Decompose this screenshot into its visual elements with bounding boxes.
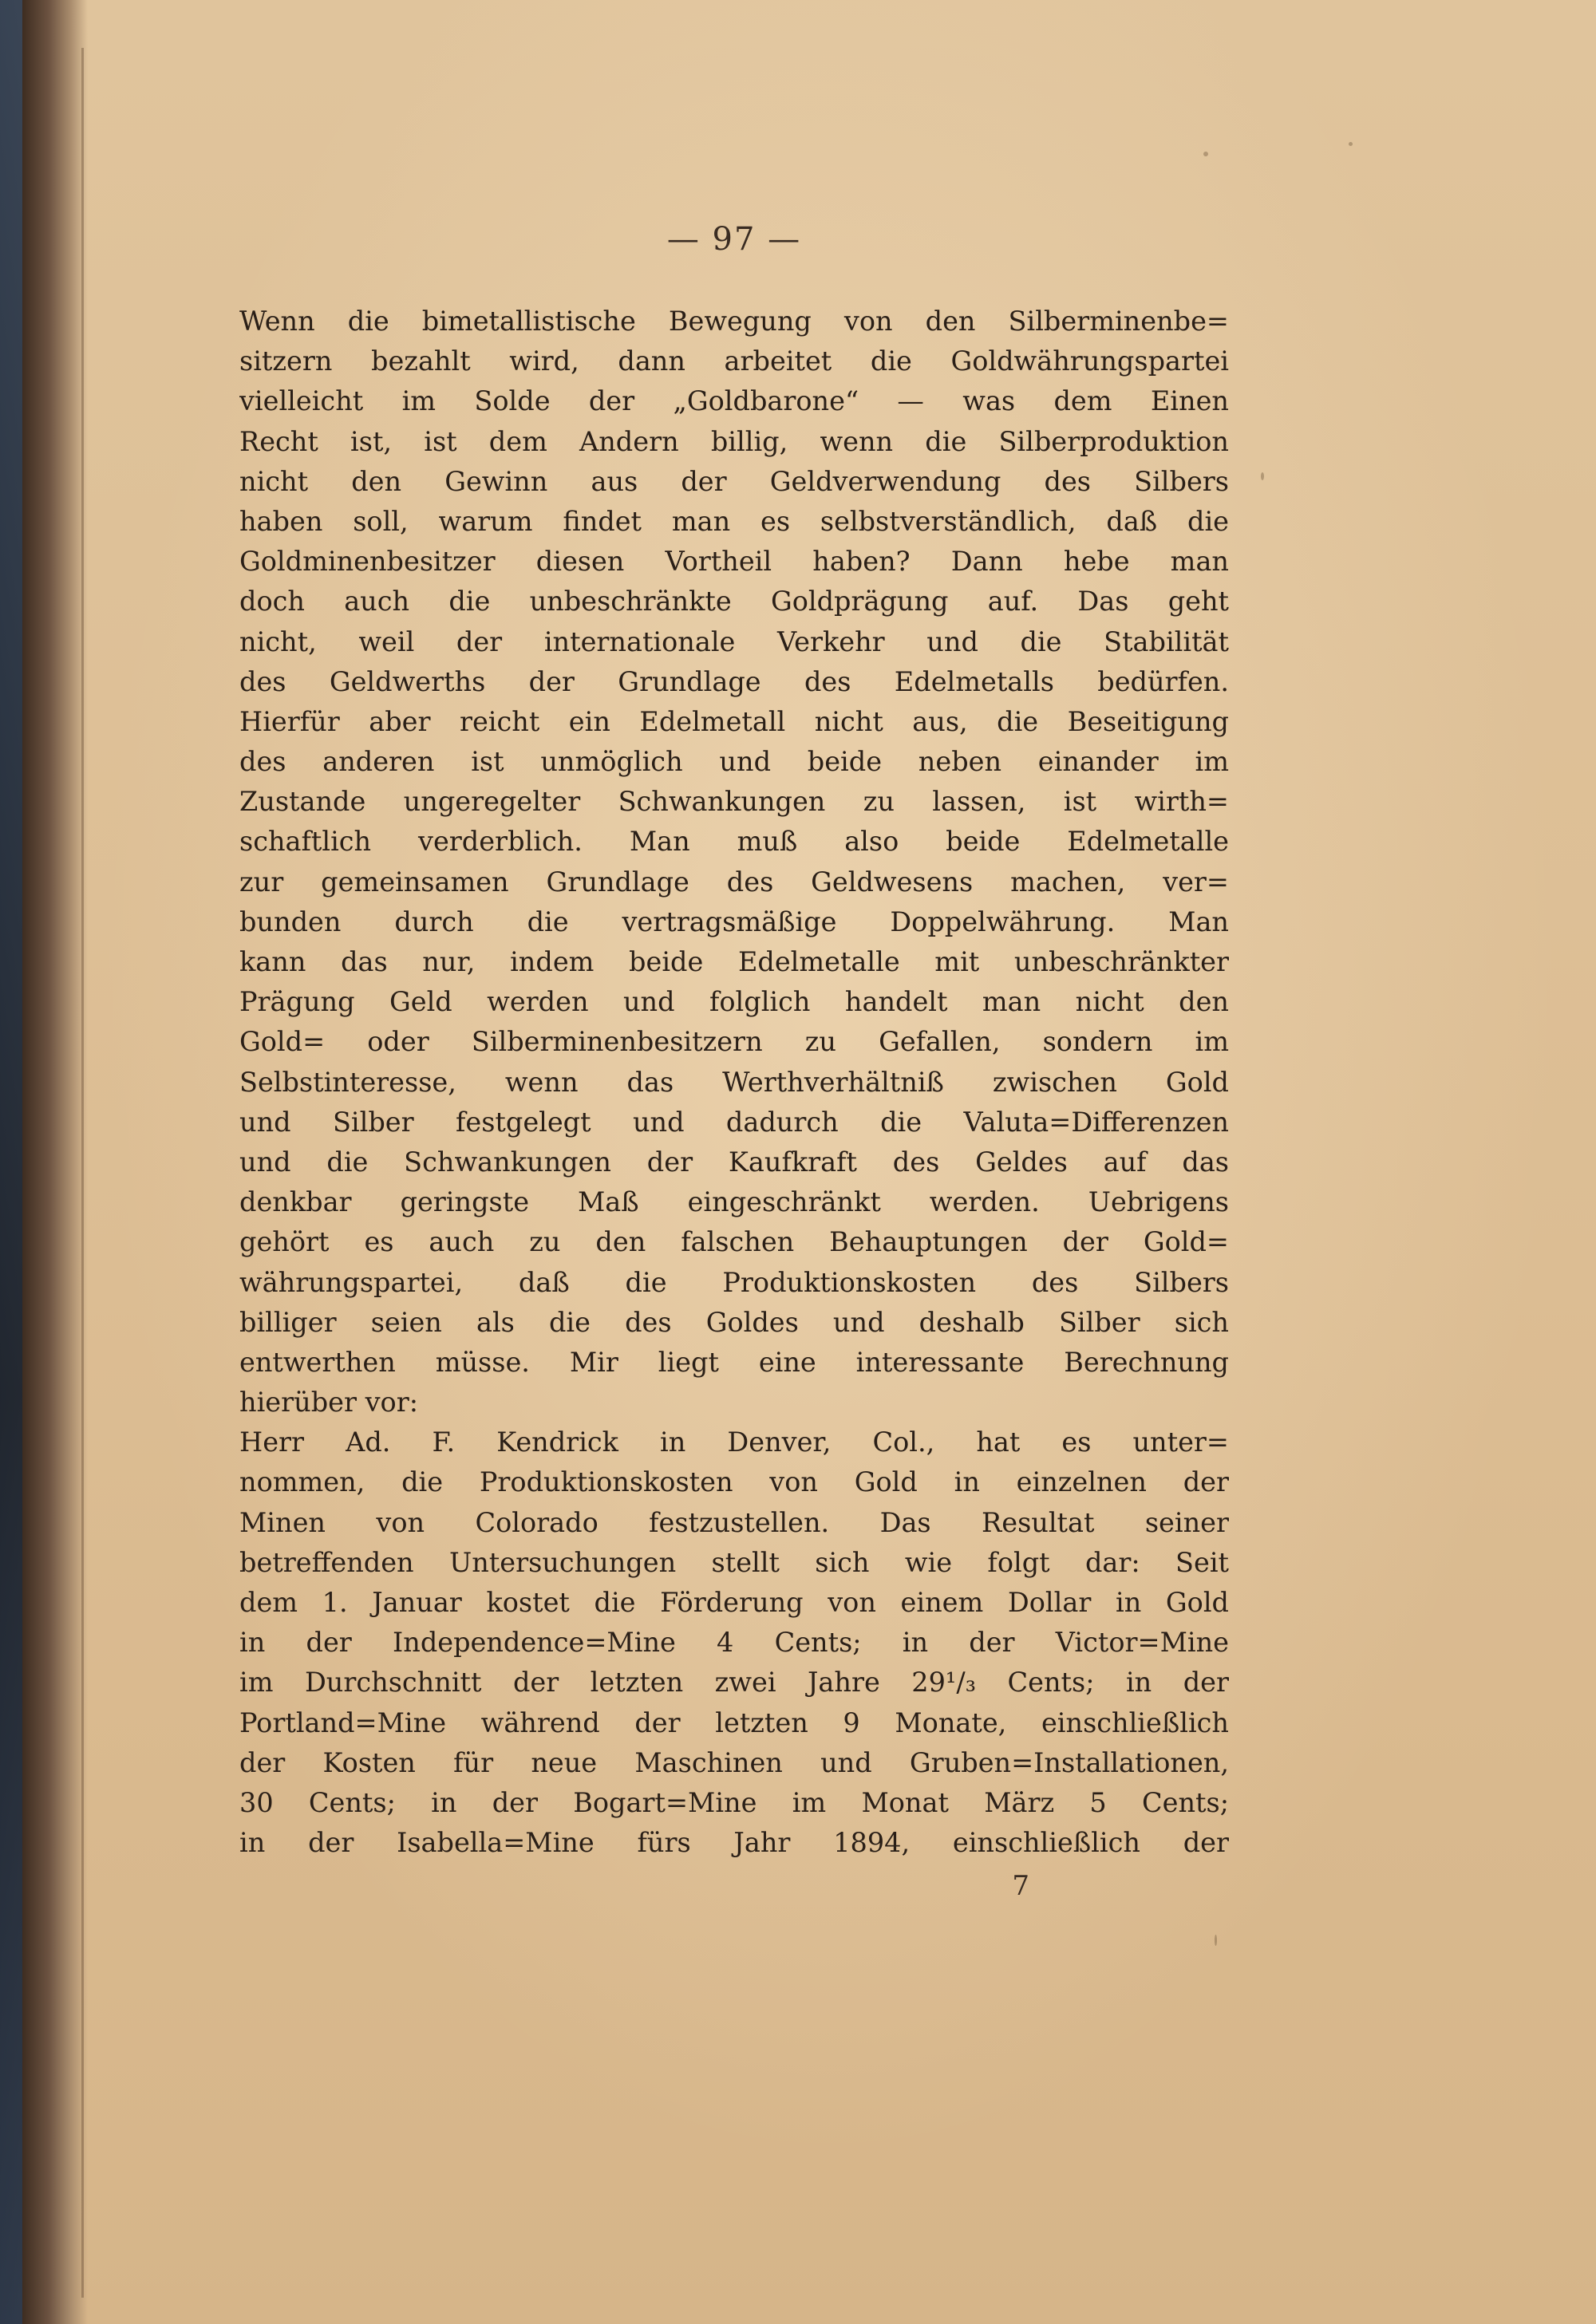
text-line: im Durchschnitt der letzten zwei Jahre 29¹/₃ Cents; in der [239,1667,1229,1699]
text-line: hierüber vor: [239,1387,419,1418]
text-line: Prägung Geld werden und folglich handelt man nicht den [239,986,1229,1018]
text-line: Herr Ad. F. Kendrick in Denver, Col., hat es unter= [239,1426,1229,1458]
text-line: schaftlich verderblich. Man muß also beide Edelmetalle [239,826,1229,858]
text-line: bunden durch die vertragsmäßige Doppelwährung. Man [239,906,1229,937]
text-line: der Kosten für neue Maschinen und Gruben=Installationen, [239,1746,1229,1778]
text-line: doch auch die unbeschränkte Goldprägung auf. Das geht [239,586,1229,617]
text-line: nicht den Gewinn aus der Geldverwendung des Silbers [239,465,1229,497]
text-line: denkbar geringste Maß eingeschränkt werden. Uebrigens [239,1186,1229,1218]
text-line: und Silber festgelegt und dadurch die Valuta=Differenzen [239,1106,1229,1138]
text-line: und die Schwankungen der Kaufkraft des Geldes auf das [239,1146,1229,1178]
text-line: dem 1. Januar kostet die Förderung von einem Dollar in Gold [239,1587,1229,1618]
text-line: nommen, die Produktionskosten von Gold in einzelnen der [239,1466,1229,1498]
text-line: sitzern bezahlt wird, dann arbeitet die Goldwährungspartei [239,345,1229,377]
text-line: vielleicht im Solde der „Goldbarone“ — was dem Einen [239,385,1229,417]
text-line: Minen von Colorado festzustellen. Das Resultat seiner [239,1506,1229,1538]
binding-edge [0,0,22,2324]
paper-speck [1349,142,1353,146]
text-line: Zustande ungeregelter Schwankungen zu lassen, ist wirth= [239,786,1229,818]
text-line: 30 Cents; in der Bogart=Mine im Monat März 5 Cents; [239,1786,1229,1818]
text-line: gehört es auch zu den falschen Behauptungen der Gold= [239,1226,1229,1258]
paper-speck [1215,1935,1217,1946]
text-line: haben soll, warum findet man es selbstverständlich, daß die [239,505,1229,537]
text-line: Selbstinteresse, wenn das Werthverhältniß zwischen Gold [239,1066,1229,1098]
text-line: in der Isabella=Mine fürs Jahr 1894, einschließlich der [239,1827,1229,1859]
text-line: Portland=Mine während der letzten 9 Monate, einschließlich [239,1707,1229,1738]
page-content [239,215,1229,1906]
text-line: Recht ist, ist dem Andern billig, wenn die Silberproduktion [239,425,1229,457]
text-line: des anderen ist unmöglich und beide neben einander im [239,746,1229,778]
page-fold-line [81,48,84,2298]
text-line: Wenn die bimetallistische Bewegung von den Silberminenbe= [239,306,1229,337]
text-line: kann das nur, indem beide Edelmetalle mit unbeschränkter [239,946,1229,977]
text-line: nicht, weil der internationale Verkehr und die Stabilität [239,625,1229,657]
text-line: Goldminenbesitzer diesen Vortheil haben? Dann hebe man [239,546,1229,578]
signature-mark: 7 [1012,1870,1029,1903]
text-line: entwerthen müsse. Mir liegt eine interessante Berechnung [239,1346,1229,1378]
page-number: — 97 — [666,221,802,258]
text-line: des Geldwerths der Grundlage des Edelmetalls bedürfen. [239,665,1229,697]
text-line: Gold= oder Silberminenbesitzern zu Gefallen, sondern im [239,1026,1229,1058]
text-line: zur gemeinsamen Grundlage des Geldwesens machen, ver= [239,866,1229,898]
text-line: in der Independence=Mine 4 Cents; in der Victor=Mine [239,1627,1229,1659]
text-line: währungspartei, daß die Produktionskosten des Silbers [239,1266,1229,1298]
paper-speck [1261,472,1264,480]
paper-speck [1203,152,1208,156]
text-line: betreffenden Untersuchungen stellt sich wie folgt dar: Seit [239,1546,1229,1578]
text-line: Hierfür aber reicht ein Edelmetall nicht aus, die Beseitigung [239,705,1229,737]
text-line: billiger seien als die des Goldes und deshalb Silber sich [239,1306,1229,1338]
body-text [239,302,1229,1863]
